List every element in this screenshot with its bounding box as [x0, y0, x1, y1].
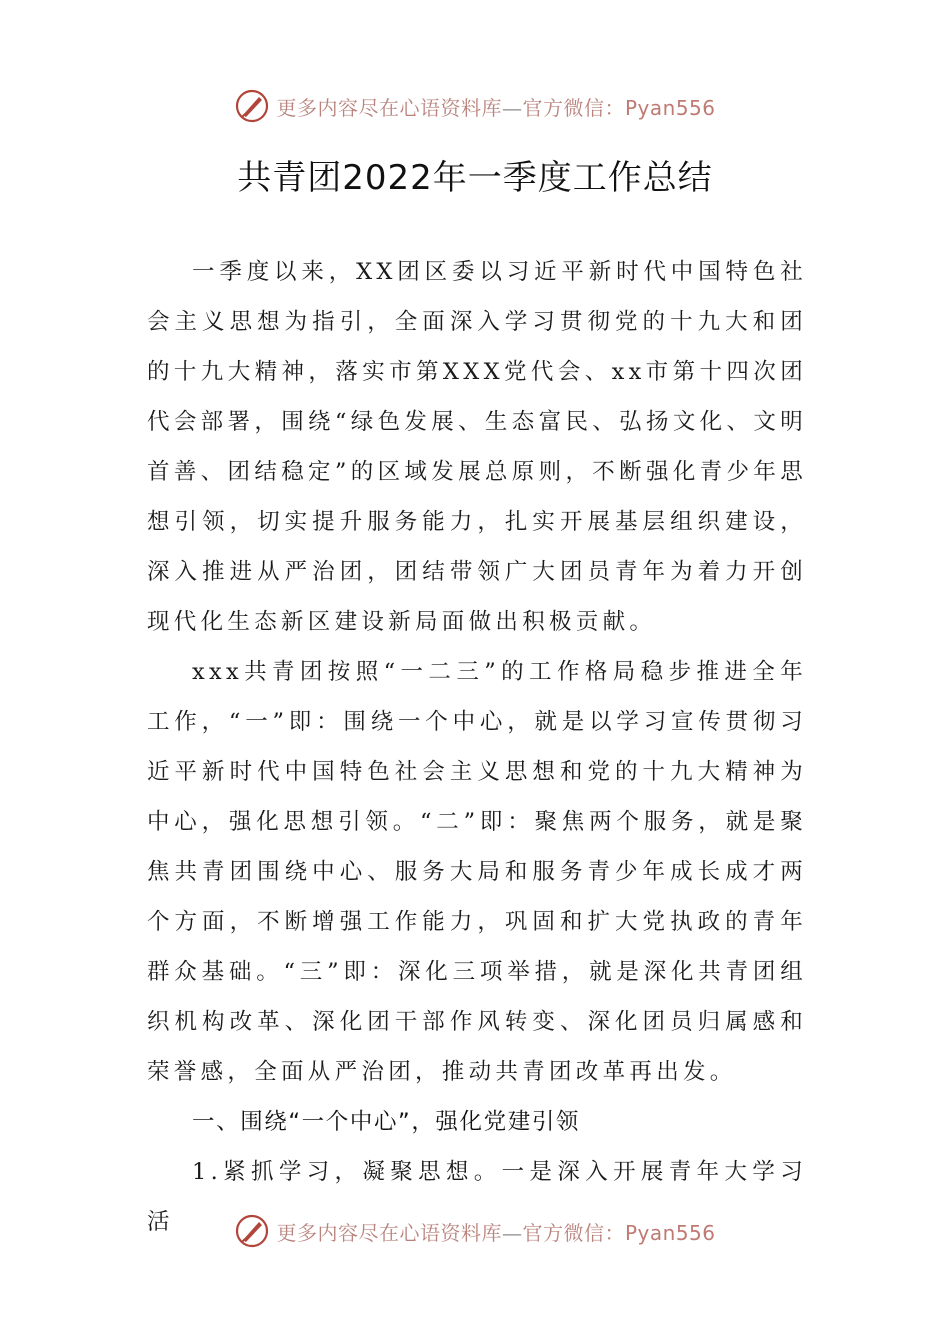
watermark-slogan: 更多内容尽在心语资料库 — [276, 1220, 502, 1245]
watermark-slogan: 更多内容尽在心语资料库 — [276, 95, 502, 120]
watermark-wechat-id: Pyan556 — [624, 1220, 716, 1245]
quill-logo-icon — [234, 88, 270, 124]
watermark-separator: — — [501, 1220, 523, 1245]
paragraph-framework: xxx共青团按照“一二三”的工作格局稳步推进全年工作，“一”即：围绕一个中心，就是以学习宣传贯彻习近平新时代中国特色社会主义思想和党的十九大精神为中心，强化思想引领。“二”即：聚焦两个服务，就是聚焦共青团围绕中心、服务大局和服务青少年成长成才两个方面，不断增强工作能力，巩固和扩大党执政的青年群众基础。“三”即：深化三项举措，就是深化共青团组织机构改革、深化团干部作风转变、深化团员归属感和荣誉感，全面从严治团，推动共青团改革再出发。 — [147, 659, 807, 1085]
watermark-separator: — — [501, 95, 523, 120]
section-heading: 一、围绕“一个中心”，强化党建引领 — [192, 1109, 581, 1135]
watermark-wechat-id: Pyan556 — [624, 95, 716, 120]
watermark-text — [276, 1217, 715, 1246]
watermark-banner-bottom — [0, 1211, 950, 1251]
quill-logo-icon — [234, 1213, 270, 1249]
document-body — [147, 247, 807, 1247]
watermark-wechat-label: 官方微信： — [522, 95, 625, 120]
document-title: 共青团2022年一季度工作总结 — [237, 158, 713, 198]
watermark-wechat-label: 官方微信： — [522, 1220, 625, 1245]
watermark-text — [276, 92, 715, 121]
paragraph-item-1: 1.紧抓学习，凝聚思想。一是深入开展青年大学习活 — [147, 1159, 807, 1235]
paragraph-intro: 一季度以来，XX团区委以习近平新时代中国特色社会主义思想为指引，全面深入学习贯彻党的十九大和团的十九大精神，落实市第XXX党代会、xx市第十四次团代会部署，围绕“绿色发展、生态富民、弘扬文化、文明首善、团结稳定”的区域发展总原则，不断强化青少年思想引领，切实提升服务能力，扎实开展基层组织建设，深入推进从严治团，团结带领广大团员青年为着力开创现代化生态新区建设新局面做出积极贡献。 — [147, 259, 807, 635]
watermark-banner-top — [0, 86, 950, 126]
